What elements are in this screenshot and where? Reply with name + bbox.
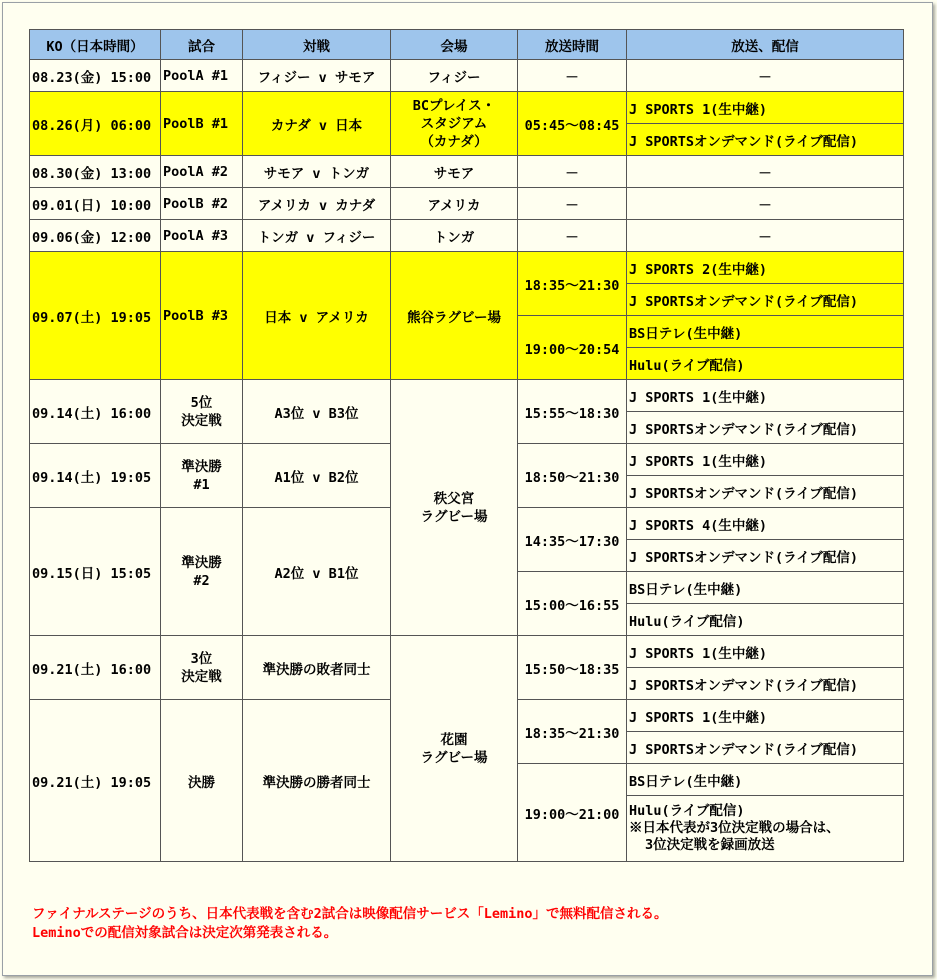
fixture-cell: 準決勝の敗者同士: [243, 636, 391, 700]
venue-line: ラグビー場: [420, 749, 488, 766]
header-broadcast: 放送、配信: [627, 30, 904, 60]
broadcast-schedule-table: [29, 29, 904, 862]
table-row: [30, 252, 904, 284]
airtime-cell: 15:50～18:35: [518, 636, 627, 700]
header-ko: KO（日本時間）: [30, 30, 161, 60]
kickoff-cell: 09.14(土) 16:00: [30, 380, 161, 444]
header-fixture: 対戦: [243, 30, 391, 60]
table-row: [30, 380, 904, 412]
header-venue: 会場: [391, 30, 518, 60]
venue-cell: トンガ: [391, 220, 518, 252]
broadcast-cell: J SPORTS 1(生中継): [627, 700, 904, 732]
kickoff-cell: 09.15(日) 15:05: [30, 508, 161, 636]
venue-cell: 熊谷ラグビー場: [391, 252, 518, 380]
broadcast-cell: J SPORTSオンデマンド(ライブ配信): [627, 412, 904, 444]
fixture-cell: A1位 v B2位: [243, 444, 391, 508]
broadcast-cell: －: [627, 60, 904, 92]
match-cell: [161, 508, 243, 636]
fixture-cell: カナダ v 日本: [243, 92, 391, 156]
broadcast-cell: [627, 796, 904, 862]
kickoff-cell: 08.26(月) 06:00: [30, 92, 161, 156]
airtime-cell: －: [518, 156, 627, 188]
broadcast-cell: BS日テレ(生中継): [627, 316, 904, 348]
airtime-cell: 15:00～16:55: [518, 572, 627, 636]
venue-cell: サモア: [391, 156, 518, 188]
airtime-cell: 14:35～17:30: [518, 508, 627, 572]
venue-cell: [391, 380, 518, 636]
broadcast-cell: J SPORTS 1(生中継): [627, 380, 904, 412]
fixture-cell: サモア v トンガ: [243, 156, 391, 188]
venue-cell: [391, 92, 518, 156]
header-airtime: 放送時間: [518, 30, 627, 60]
fixture-cell: フィジー v サモア: [243, 60, 391, 92]
match-cell: [161, 636, 243, 700]
fixture-cell: トンガ v フィジー: [243, 220, 391, 252]
match-line: 準決勝: [181, 554, 222, 571]
broadcast-footnote: 3位決定戦を録画放送: [645, 837, 775, 853]
airtime-cell: －: [518, 220, 627, 252]
fixture-cell: A3位 v B3位: [243, 380, 391, 444]
fixture-cell: 準決勝の勝者同士: [243, 700, 391, 862]
broadcast-line: Hulu(ライブ配信): [629, 803, 745, 819]
match-cell: PoolB #1: [161, 92, 243, 156]
table-row: [30, 156, 904, 188]
airtime-cell: 18:50～21:30: [518, 444, 627, 508]
broadcast-cell: J SPORTSオンデマンド(ライブ配信): [627, 476, 904, 508]
table-row: [30, 92, 904, 124]
fixture-cell: A2位 v B1位: [243, 508, 391, 636]
kickoff-cell: 09.21(土) 16:00: [30, 636, 161, 700]
venue-line: （カナダ）: [420, 133, 488, 150]
match-line: 決定戦: [181, 412, 222, 429]
match-line: 準決勝: [181, 458, 222, 475]
kickoff-cell: 09.06(金) 12:00: [30, 220, 161, 252]
broadcast-cell: J SPORTSオンデマンド(ライブ配信): [627, 284, 904, 316]
broadcast-cell: J SPORTSオンデマンド(ライブ配信): [627, 124, 904, 156]
match-cell: PoolB #3: [161, 252, 243, 380]
kickoff-cell: 09.21(土) 19:05: [30, 700, 161, 862]
venue-line: スタジアム: [420, 115, 488, 132]
broadcast-footnote: ※日本代表が3位決定戦の場合は、: [629, 820, 840, 836]
kickoff-cell: 08.30(金) 13:00: [30, 156, 161, 188]
broadcast-cell: J SPORTSオンデマンド(ライブ配信): [627, 668, 904, 700]
broadcast-cell: BS日テレ(生中継): [627, 764, 904, 796]
match-line: 3位: [190, 650, 213, 667]
airtime-cell: 05:45～08:45: [518, 92, 627, 156]
venue-line: 秩父宮: [433, 490, 475, 507]
match-cell: [161, 380, 243, 444]
broadcast-cell: J SPORTSオンデマンド(ライブ配信): [627, 732, 904, 764]
match-line: 5位: [190, 394, 213, 411]
fixture-cell: アメリカ v カナダ: [243, 188, 391, 220]
broadcast-cell: J SPORTS 1(生中継): [627, 636, 904, 668]
match-line: #1: [193, 476, 210, 493]
broadcast-cell: J SPORTS 1(生中継): [627, 444, 904, 476]
match-cell: PoolA #2: [161, 156, 243, 188]
airtime-cell: 15:55～18:30: [518, 380, 627, 444]
table-row: [30, 188, 904, 220]
airtime-cell: 18:35～21:30: [518, 252, 627, 316]
venue-line: BCプレイス・: [412, 97, 496, 114]
match-cell: 決勝: [161, 700, 243, 862]
broadcast-cell: －: [627, 188, 904, 220]
venue-line: 花園: [440, 731, 468, 748]
airtime-cell: －: [518, 188, 627, 220]
airtime-cell: 19:00～20:54: [518, 316, 627, 380]
venue-cell: フィジー: [391, 60, 518, 92]
broadcast-cell: －: [627, 220, 904, 252]
match-cell: PoolA #1: [161, 60, 243, 92]
kickoff-cell: 09.07(土) 19:05: [30, 252, 161, 380]
venue-line: ラグビー場: [420, 508, 488, 525]
broadcast-cell: J SPORTS 2(生中継): [627, 252, 904, 284]
header-row: [30, 30, 904, 60]
table-row: [30, 60, 904, 92]
match-cell: PoolB #2: [161, 188, 243, 220]
broadcast-cell: Hulu(ライブ配信): [627, 348, 904, 380]
broadcast-cell: J SPORTS 1(生中継): [627, 92, 904, 124]
table-row: [30, 636, 904, 668]
venue-cell: アメリカ: [391, 188, 518, 220]
airtime-cell: －: [518, 60, 627, 92]
broadcast-cell: J SPORTSオンデマンド(ライブ配信): [627, 540, 904, 572]
match-line: 決定戦: [181, 668, 222, 685]
airtime-cell: 18:35～21:30: [518, 700, 627, 764]
match-cell: [161, 444, 243, 508]
fixture-cell: 日本 v アメリカ: [243, 252, 391, 380]
footnotes: [32, 905, 668, 943]
broadcast-cell: J SPORTS 4(生中継): [627, 508, 904, 540]
broadcast-cell: BS日テレ(生中継): [627, 572, 904, 604]
footnote-line: Leminoでの配信対象試合は決定次第発表される。: [32, 925, 338, 941]
kickoff-cell: 09.14(土) 19:05: [30, 444, 161, 508]
broadcast-cell: Hulu(ライブ配信): [627, 604, 904, 636]
airtime-cell: 19:00～21:00: [518, 764, 627, 862]
venue-cell: [391, 636, 518, 862]
footnote-line: ファイナルステージのうち、日本代表戦を含む2試合は映像配信サービス「Lemino」で無料配信される。: [32, 906, 668, 922]
header-match: 試合: [161, 30, 243, 60]
broadcast-cell: －: [627, 156, 904, 188]
table-row: [30, 220, 904, 252]
kickoff-cell: 09.01(日) 10:00: [30, 188, 161, 220]
match-cell: PoolA #3: [161, 220, 243, 252]
kickoff-cell: 08.23(金) 15:00: [30, 60, 161, 92]
match-line: #2: [193, 572, 210, 589]
